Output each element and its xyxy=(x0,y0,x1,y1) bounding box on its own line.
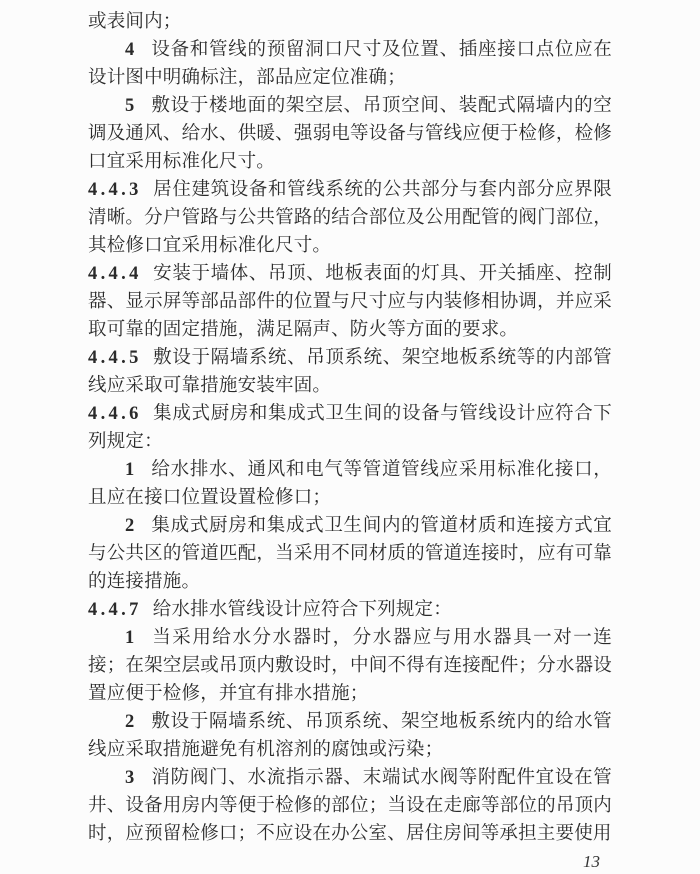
clause-text: 集成式厨房和集成式卫生间内的管道材质和连接方式宜与公共区的管道匹配，当采用不同材质的管道连接时，应有可靠的连接措施。 xyxy=(88,516,612,592)
clause-number: 1 xyxy=(125,628,136,648)
clause-text: 设备和管线的预留洞口尺寸及位置、插座接口点位应在设计图中明确标注，部品应定位准确； xyxy=(88,40,612,88)
clause-paragraph xyxy=(88,624,612,708)
clause-paragraph xyxy=(88,764,612,848)
page-number: 13 xyxy=(583,852,600,871)
clause-text: 给水排水管线设计应符合下列规定： xyxy=(152,600,452,620)
clause-paragraph xyxy=(88,708,612,764)
clause-paragraph xyxy=(88,92,612,176)
clause-paragraph xyxy=(88,36,612,92)
page-footer xyxy=(88,850,612,874)
clause-number: 3 xyxy=(125,768,136,788)
clause-text: 消防阀门、水流指示器、末端试水阀等附配件宜设在管井、设备用房内等便于检修的部位；当设在走廊等部位的吊顶内时，应预留检修口；不应设在办公室、居住房间等承担主要使用 xyxy=(88,768,612,844)
clause-number: 2 xyxy=(125,712,136,732)
clause-text: 当采用给水分水器时，分水器应与用水器具一对一连接；在架空层或吊顶内敷设时，中间不得有连接配件；分水器设置应便于检修，并宜有排水措施； xyxy=(88,628,612,704)
clause-text: 给水排水、通风和电气等管道管线应采用标准化接口，且应在接口位置设置检修口； xyxy=(88,460,612,508)
clause-paragraph xyxy=(88,400,612,456)
clause-number: 1 xyxy=(125,460,136,480)
clause-text: 敷设于楼地面的架空层、吊顶空间、装配式隔墙内的空调及通风、给水、供暖、强弱电等设备与管线应便于检修，检修口宜采用标准化尺寸。 xyxy=(88,96,612,172)
clause-number: 4 xyxy=(125,40,136,60)
clause-text: 集成式厨房和集成式卫生间的设备与管线设计应符合下列规定： xyxy=(88,404,612,452)
clause-number: 4.4.3 xyxy=(88,180,142,200)
clause-paragraph xyxy=(88,456,612,512)
clause-number: 2 xyxy=(125,516,136,536)
clause-paragraph xyxy=(88,176,612,260)
clause-paragraph xyxy=(88,344,612,400)
clause-text: 安装于墙体、吊顶、地板表面的灯具、开关插座、控制器、显示屏等部品部件的位置与尺寸应与内装修相协调，并应采取可靠的固定措施，满足隔声、防火等方面的要求。 xyxy=(88,264,612,340)
clause-paragraph xyxy=(88,512,612,596)
clause-text: 或表间内； xyxy=(88,12,182,32)
clause-number: 5 xyxy=(125,96,136,116)
clause-paragraph xyxy=(88,260,612,344)
clause-text: 敷设于隔墙系统、吊顶系统、架空地板系统内的给水管线应采取措施避免有机溶剂的腐蚀或污染； xyxy=(88,712,612,760)
clause-number: 4.4.7 xyxy=(88,600,142,620)
clause-text: 居住建筑设备和管线系统的公共部分与套内部分应界限清晰。分户管路与公共管路的结合部位及公用配管的阀门部位，其检修口宜采用标准化尺寸。 xyxy=(88,180,612,256)
clause-number: 4.4.5 xyxy=(88,348,142,368)
clause-text: 敷设于隔墙系统、吊顶系统、架空地板系统等的内部管线应采取可靠措施安装牢固。 xyxy=(88,348,612,396)
clause-number: 4.4.4 xyxy=(88,264,142,284)
clause-paragraph xyxy=(88,596,612,624)
clause-number: 4.4.6 xyxy=(88,404,142,424)
clause-paragraph xyxy=(88,8,612,36)
